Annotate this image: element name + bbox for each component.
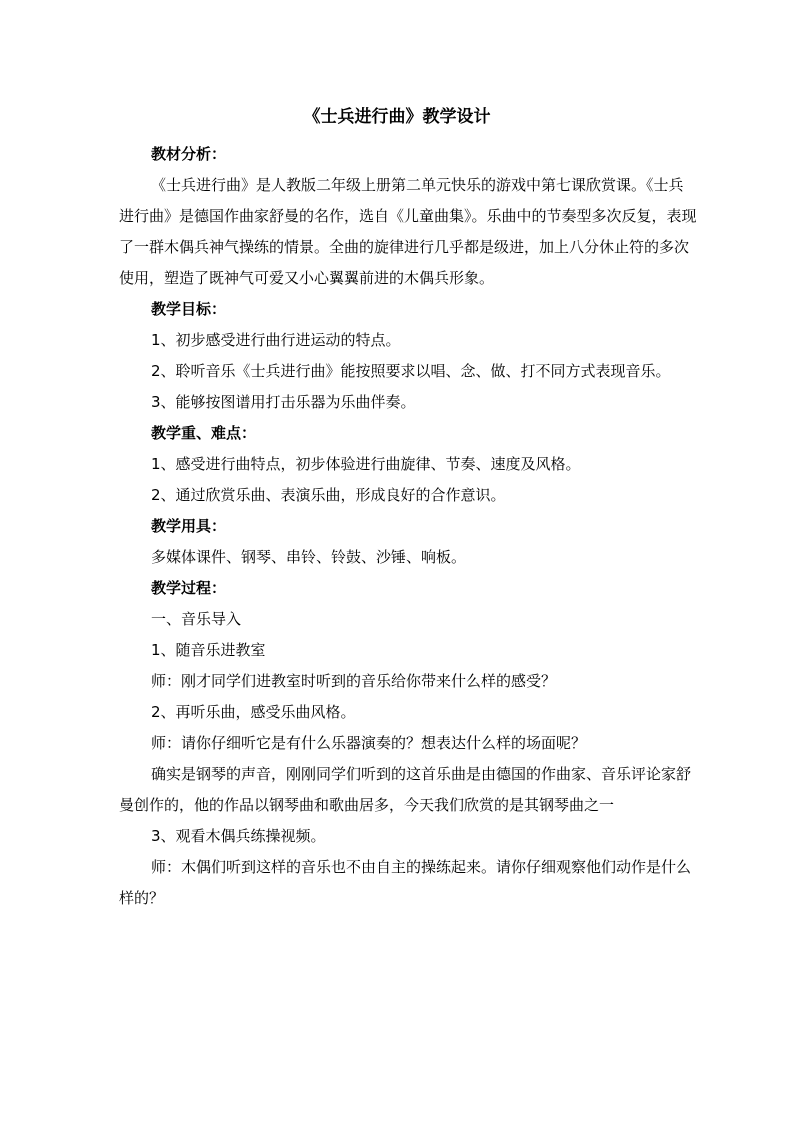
key-points-heading: 教学重、难点：	[151, 424, 257, 442]
tools-heading: 教学用具：	[151, 517, 227, 535]
process-step-6: 确实是钢琴的声音，刚刚同学们听到的这首乐曲是由德国的作曲家、音乐评论家舒曼创作的，他的作品以钢琴曲和歌曲居多，今天我们欣赏的是其钢琴曲之一	[119, 765, 692, 814]
document-body	[119, 139, 697, 914]
process-step-3: 师：刚才同学们进教室时听到的音乐给你带来什么样的感受？	[151, 672, 557, 690]
process-step-8: 师：木偶们听到这样的音乐也不由自主的操练起来。请你仔细观察他们动作是什么样的？	[119, 858, 692, 907]
document-title: 《士兵进行曲》教学设计	[303, 107, 491, 127]
process-heading: 教学过程：	[151, 579, 227, 597]
goals-heading: 教学目标：	[151, 300, 227, 318]
process-step-1: 一、音乐导入	[151, 610, 242, 628]
goal-item-2: 2、聆听音乐《士兵进行曲》能按照要求以唱、念、做、打不同方式表现音乐。	[151, 362, 671, 380]
key-point-2: 2、通过欣赏乐曲、表演乐曲，形成良好的合作意识。	[151, 486, 506, 504]
process-step-4: 2、再听乐曲，感受乐曲风格。	[151, 703, 356, 721]
key-point-1: 1、感受进行曲特点，初步体验进行曲旋律、节奏、速度及风格。	[151, 455, 581, 473]
analysis-paragraph: 《士兵进行曲》是人教版二年级上册第二单元快乐的游戏中第七课欣赏课。《士兵进行曲》是德国作曲家舒曼的名作，选自《儿童曲集》。乐曲中的节奏型多次反复，表现了一群木偶兵神气操练的情景。全曲的旋律进行几乎都是级进，加上八分休止符的多次使用，塑造了既神气可爱又小心翼翼前进的木偶兵形象。	[119, 176, 697, 287]
process-step-5: 师：请你仔细听它是有什么乐器演奏的？想表达什么样的场面呢？	[151, 734, 587, 752]
analysis-heading: 教材分析：	[151, 145, 227, 163]
process-step-2: 1、随音乐进教室	[151, 641, 266, 659]
goal-item-3: 3、能够按图谱用打击乐器为乐曲伴奏。	[151, 393, 416, 411]
tools-text: 多媒体课件、钢琴、串铃、铃鼓、沙锤、响板。	[151, 548, 467, 566]
goal-item-1: 1、初步感受进行曲行进运动的特点。	[151, 331, 401, 349]
process-step-7: 3、观看木偶兵练操视频。	[151, 827, 326, 845]
